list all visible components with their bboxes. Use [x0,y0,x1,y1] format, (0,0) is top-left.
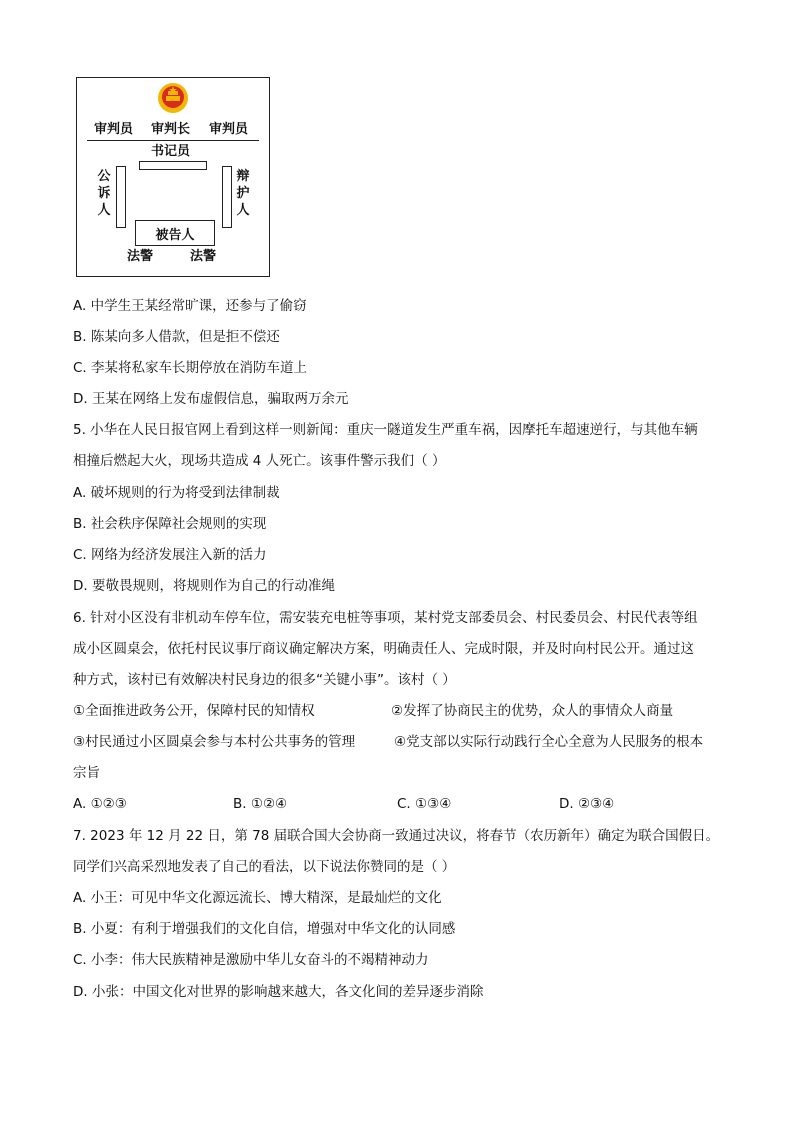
defendant-label: 被告人 [155,227,195,243]
q7-stem-line2: 同学们兴高采烈地发表了自己的看法，以下说法你赞同的是（ ） [73,859,456,875]
bench-line [87,140,259,141]
chief-judge-label: 审判长 [151,122,191,137]
q6-stem-line3: 种方式，该村已有效解决村民身边的很多“关键小事”。该村（ ） [73,672,456,688]
q4-option-c: C. 李某将私家车长期停放在消防车道上 [73,360,308,376]
q6-stem-line2: 成小区圆桌会，依托村民议事厅商议确定解决方案，明确责任人、完成时限，并及时向村民公开。通过这 [73,641,694,657]
q4-option-d: D. 王某在网络上发布虚假信息，骗取两万余元 [73,391,349,407]
q4-option-b: B. 陈某向多人借款，但是拒不偿还 [73,329,280,345]
q6-item-3: ③村民通过小区圆桌会参与本村公共事务的管理 [73,734,356,750]
bailiff-right-label: 法警 [190,249,217,264]
q6-option-c: C. ①③④ [397,796,452,812]
defendant-box [135,220,215,246]
q7-option-c: C. 小李：伟大民族精神是激励中华儿女奋斗的不竭精神动力 [73,952,429,968]
bailiff-left-label: 法警 [127,249,154,264]
clerk-desk [139,161,207,170]
q5-option-b: B. 社会秩序保障社会规则的实现 [73,516,267,532]
courtroom-diagram [76,77,270,277]
defender-desk [222,166,232,228]
q6-item-1: ①全面推进政务公开，保障村民的知情权 [73,703,315,719]
q7-option-d: D. 小张：中国文化对世界的影响越来越大，各文化间的差异逐步消除 [73,984,484,1000]
prosecutor-desk [116,166,126,228]
q5-option-c: C. 网络为经济发展注入新的活力 [73,547,267,563]
q5-stem-line1: 5. 小华在人民日报官网上看到这样一则新闻：重庆一隧道发生严重车祸，因摩托车超速逆行，与其他车辆 [73,422,698,438]
q6-option-a: A. ①②③ [73,796,127,812]
q5-option-d: D. 要敬畏规则，将规则作为自己的行动准绳 [73,578,335,594]
q6-option-b: B. ①②④ [233,796,288,812]
national-emblem-icon [156,82,190,114]
clerk-label: 书记员 [151,144,191,159]
judge-left-label: 审判员 [94,122,134,137]
prosecutor-label: 公诉人 [97,169,111,218]
q7-stem-line1: 7. 2023 年 12 月 22 日，第 78 届联合国大会协商一致通过决议，将春节（农历新年）确定为联合国假日。 [73,828,720,844]
defender-label: 辩护人 [236,169,250,218]
q7-option-b: B. 小夏：有利于增强我们的文化自信，增强对中华文化的认同感 [73,921,456,937]
q6-option-d: D. ②③④ [559,796,615,812]
q6-item-2: ②发挥了协商民主的优势，众人的事情众人商量 [391,703,674,719]
q5-stem-line2: 相撞后燃起大火，现场共造成 4 人死亡。该事件警示我们（ ） [73,453,446,469]
q5-option-a: A. 破坏规则的行为将受到法律制裁 [73,485,280,501]
q4-option-a: A. 中学生王某经常旷课，还参与了偷窃 [73,298,307,314]
q6-item-4: ④党支部以实际行动践行全心全意为人民服务的根本 [394,734,704,750]
q6-item-4-continued: 宗旨 [73,765,100,781]
q6-stem-line1: 6. 针对小区没有非机动车停车位，需安装充电桩等事项，某村党支部委员会、村民委员会、村民代表等组 [73,610,698,626]
judge-right-label: 审判员 [209,122,249,137]
q7-option-a: A. 小王：可见中华文化源远流长、博大精深，是最灿烂的文化 [73,890,442,906]
